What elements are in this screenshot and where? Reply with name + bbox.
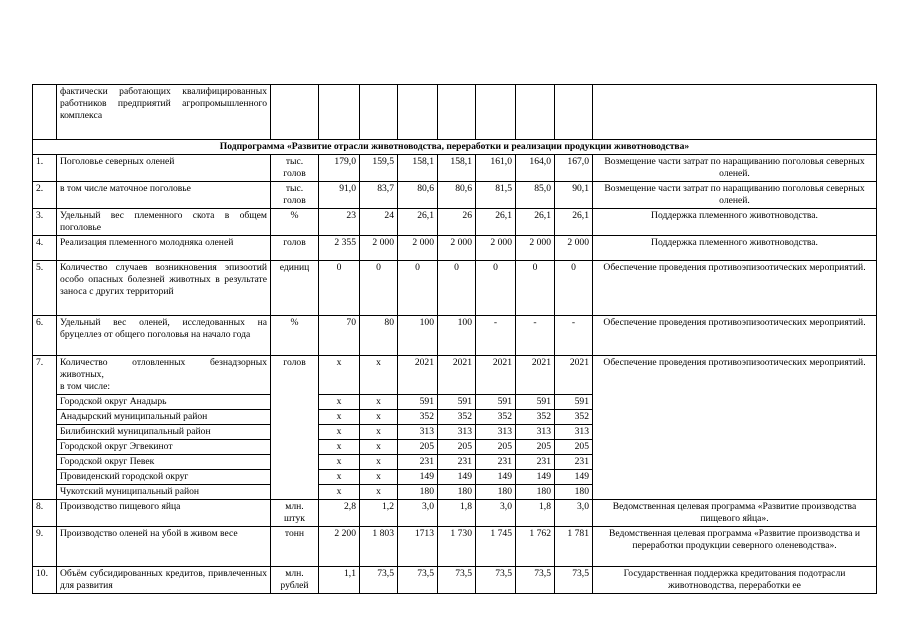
table-row — [33, 182, 877, 209]
value-cell: 2021 — [555, 356, 593, 395]
value-cell: 2021 — [438, 356, 476, 395]
district-name: Анадырский муниципальный район — [57, 410, 271, 425]
table-row — [33, 236, 877, 261]
value-cell: 73,5 — [516, 567, 555, 594]
indicator-name: Количество случаев возникновения эпизоотий особо опасных болезней животных в результате заноса с других территорий — [57, 261, 271, 316]
value-cell: 26,1 — [555, 209, 593, 236]
table-row — [33, 155, 877, 182]
value-cell: 352 — [438, 410, 476, 425]
value-cell: 1 762 — [516, 527, 555, 567]
value-cell: 73,5 — [398, 567, 438, 594]
value-cell: 164,0 — [516, 155, 555, 182]
value-cell: х — [360, 410, 398, 425]
indicator-name: Объём субсидированных кредитов, привлеченных для развития — [57, 567, 271, 594]
value-cell: 2 000 — [476, 236, 516, 261]
value-cell: 2021 — [516, 356, 555, 395]
value-cell: 205 — [438, 440, 476, 455]
row-number: 7. — [33, 356, 57, 500]
note-cell: Возмещение части затрат по наращиванию поголовья северных оленей. — [593, 182, 877, 209]
value-cell: 83,7 — [360, 182, 398, 209]
note-cell: Ведомственная целевая программа «Развитие производства пищевого яйца». — [593, 500, 877, 527]
value-cell: 73,5 — [360, 567, 398, 594]
district-name: Городской округ Певек — [57, 455, 271, 470]
value-cell: - — [476, 316, 516, 356]
value-cell: 2 000 — [438, 236, 476, 261]
value-cell: 149 — [555, 470, 593, 485]
note-cell: Возмещение части затрат по наращиванию поголовья северных оленей. — [593, 155, 877, 182]
value-cell: 180 — [438, 485, 476, 500]
indicator-name: в том числе маточное поголовье — [57, 182, 271, 209]
value-cell: 80 — [360, 316, 398, 356]
value-cell: 231 — [438, 455, 476, 470]
value-cell: 313 — [476, 425, 516, 440]
value-cell: 2 200 — [319, 527, 360, 567]
value-cell: х — [319, 395, 360, 410]
district-name: Городской округ Эгвекинот — [57, 440, 271, 455]
value-cell: 180 — [555, 485, 593, 500]
indicator-name: Реализация племенного молодняка оленей — [57, 236, 271, 261]
note-cell: Обеспечение проведения противоэпизоотических мероприятий. — [593, 356, 877, 500]
value-cell: 313 — [555, 425, 593, 440]
value-cell: 1 803 — [360, 527, 398, 567]
note-cell: Обеспечение проведения противоэпизоотических мероприятий. — [593, 261, 877, 316]
value-cell: х — [360, 356, 398, 395]
note-cell: Поддержка племенного животноводства. — [593, 209, 877, 236]
row-number: 1. — [33, 155, 57, 182]
indicator-name: Производство пищевого яйца — [57, 500, 271, 527]
value-cell: 205 — [476, 440, 516, 455]
value-cell: 2 000 — [555, 236, 593, 261]
value-cell: 90,1 — [555, 182, 593, 209]
value-cell: 167,0 — [555, 155, 593, 182]
value-cell: 591 — [438, 395, 476, 410]
value-cell: 1,8 — [438, 500, 476, 527]
subprogram-row — [33, 140, 877, 155]
value-cell: 81,5 — [476, 182, 516, 209]
value-cell: 70 — [319, 316, 360, 356]
value-cell: 2 355 — [319, 236, 360, 261]
row-number — [33, 85, 57, 140]
value-cell: х — [319, 485, 360, 500]
value-cell: 0 — [398, 261, 438, 316]
value-cell: 149 — [516, 470, 555, 485]
table-row — [33, 527, 877, 567]
value-cell: 0 — [476, 261, 516, 316]
unit-cell: единиц — [271, 261, 319, 316]
row-number: 2. — [33, 182, 57, 209]
indicators-table — [32, 84, 877, 594]
value-cell: 73,5 — [476, 567, 516, 594]
indicator-name: фактически работающих квалифицированных работников предприятий агропромышленного комплекса — [57, 85, 271, 140]
value-cell: х — [319, 356, 360, 395]
value-cell: х — [319, 425, 360, 440]
unit-cell: голов — [271, 356, 319, 500]
value-cell: 180 — [398, 485, 438, 500]
row-number: 5. — [33, 261, 57, 316]
district-name: Билибинский муниципальный район — [57, 425, 271, 440]
value-cell: х — [319, 455, 360, 470]
value-cell: 158,1 — [398, 155, 438, 182]
value-cell: 80,6 — [438, 182, 476, 209]
value-cell: 149 — [476, 470, 516, 485]
table-row — [33, 261, 877, 316]
unit-cell: голов — [271, 236, 319, 261]
value-cell: 2 000 — [360, 236, 398, 261]
note-cell: Ведомственная целевая программа «Развитие производства и переработки продукции северного оленеводства». — [593, 527, 877, 567]
value-cell: 24 — [360, 209, 398, 236]
unit-cell: тонн — [271, 527, 319, 567]
value-cell: 591 — [398, 395, 438, 410]
value-cell: х — [360, 455, 398, 470]
value-cell: 3,0 — [398, 500, 438, 527]
unit-cell: % — [271, 316, 319, 356]
value-cell: 149 — [438, 470, 476, 485]
value-cell: 3,0 — [555, 500, 593, 527]
value-cell: 2 000 — [516, 236, 555, 261]
value-cell: 26,1 — [476, 209, 516, 236]
value-cell: - — [555, 316, 593, 356]
value-cell: 100 — [398, 316, 438, 356]
row-number: 6. — [33, 316, 57, 356]
value-cell: 205 — [555, 440, 593, 455]
value-cell: 73,5 — [555, 567, 593, 594]
value-cell: х — [360, 425, 398, 440]
value-cell: х — [319, 470, 360, 485]
value-cell: 1 745 — [476, 527, 516, 567]
table-row — [33, 500, 877, 527]
district-name: Городской округ Анадырь — [57, 395, 271, 410]
value-cell: 352 — [555, 410, 593, 425]
value-cell: 2 000 — [398, 236, 438, 261]
value-cell: 1,2 — [360, 500, 398, 527]
district-name: Провиденский городской округ — [57, 470, 271, 485]
value-cell: 205 — [516, 440, 555, 455]
table-row — [33, 85, 877, 140]
value-cell: х — [319, 410, 360, 425]
value-cell: х — [360, 485, 398, 500]
value-cell: 1 781 — [555, 527, 593, 567]
table-row — [33, 567, 877, 594]
row-number: 4. — [33, 236, 57, 261]
value-cell: 231 — [555, 455, 593, 470]
unit-cell: тыс. голов — [271, 155, 319, 182]
value-cell: 352 — [516, 410, 555, 425]
value-cell: 0 — [516, 261, 555, 316]
subprogram-title: Подпрограмма «Развитие отрасли животноводства, переработки и реализации продукции животноводства» — [33, 140, 877, 155]
value-cell: 1713 — [398, 527, 438, 567]
value-cell: 3,0 — [476, 500, 516, 527]
value-cell: 352 — [398, 410, 438, 425]
unit-cell: млн. штук — [271, 500, 319, 527]
unit-cell: млн. рублей — [271, 567, 319, 594]
value-cell: 313 — [398, 425, 438, 440]
value-cell: 2,8 — [319, 500, 360, 527]
value-cell: 0 — [319, 261, 360, 316]
value-cell: 161,0 — [476, 155, 516, 182]
value-cell: 159,5 — [360, 155, 398, 182]
value-cell: 313 — [516, 425, 555, 440]
table-row — [33, 356, 877, 395]
indicator-name: Поголовье северных оленей — [57, 155, 271, 182]
row-number: 9. — [33, 527, 57, 567]
indicator-name — [57, 356, 271, 395]
indicator-name: Удельный вес племенного скота в общем поголовье — [57, 209, 271, 236]
value-cell: 23 — [319, 209, 360, 236]
value-cell: 2021 — [476, 356, 516, 395]
value-cell: 179,0 — [319, 155, 360, 182]
note-cell: Поддержка племенного животноводства. — [593, 236, 877, 261]
value-cell: 91,0 — [319, 182, 360, 209]
value-cell: 352 — [476, 410, 516, 425]
value-cell: 26 — [438, 209, 476, 236]
value-cell: 80,6 — [398, 182, 438, 209]
note-cell: Государственная поддержка кредитования подотрасли животноводства, переработки ее — [593, 567, 877, 594]
indicator-subtitle: в том числе: — [60, 381, 111, 392]
value-cell: 591 — [516, 395, 555, 410]
indicator-name: Удельный вес оленей, исследованных на бруцеллез от общего поголовья на начало года — [57, 316, 271, 356]
indicator-name: Производство оленей на убой в живом весе — [57, 527, 271, 567]
district-name: Чукотский муниципальный район — [57, 485, 271, 500]
value-cell: - — [516, 316, 555, 356]
value-cell: 1 730 — [438, 527, 476, 567]
value-cell: 591 — [476, 395, 516, 410]
value-cell: 180 — [476, 485, 516, 500]
value-cell: 0 — [555, 261, 593, 316]
table-row — [33, 209, 877, 236]
value-cell: 1,1 — [319, 567, 360, 594]
value-cell: 158,1 — [438, 155, 476, 182]
value-cell: 85,0 — [516, 182, 555, 209]
value-cell: 231 — [398, 455, 438, 470]
value-cell: 231 — [476, 455, 516, 470]
value-cell: 26,1 — [398, 209, 438, 236]
row-number: 10. — [33, 567, 57, 594]
value-cell: 180 — [516, 485, 555, 500]
row-number: 8. — [33, 500, 57, 527]
value-cell: 100 — [438, 316, 476, 356]
value-cell: х — [360, 470, 398, 485]
value-cell: 231 — [516, 455, 555, 470]
value-cell: х — [319, 440, 360, 455]
note-cell: Обеспечение проведения противоэпизоотических мероприятий. — [593, 316, 877, 356]
value-cell: 591 — [555, 395, 593, 410]
value-cell: 0 — [438, 261, 476, 316]
value-cell: 149 — [398, 470, 438, 485]
value-cell: 1,8 — [516, 500, 555, 527]
table-row — [33, 316, 877, 356]
unit-cell: % — [271, 209, 319, 236]
value-cell: х — [360, 440, 398, 455]
value-cell: 26,1 — [516, 209, 555, 236]
unit-cell: тыс. голов — [271, 182, 319, 209]
value-cell: 73,5 — [438, 567, 476, 594]
row-number: 3. — [33, 209, 57, 236]
value-cell: 205 — [398, 440, 438, 455]
value-cell: х — [360, 395, 398, 410]
value-cell: 313 — [438, 425, 476, 440]
indicator-name-text: Количество отловленных безнадзорных животных, — [60, 357, 267, 380]
value-cell: 2021 — [398, 356, 438, 395]
value-cell: 0 — [360, 261, 398, 316]
